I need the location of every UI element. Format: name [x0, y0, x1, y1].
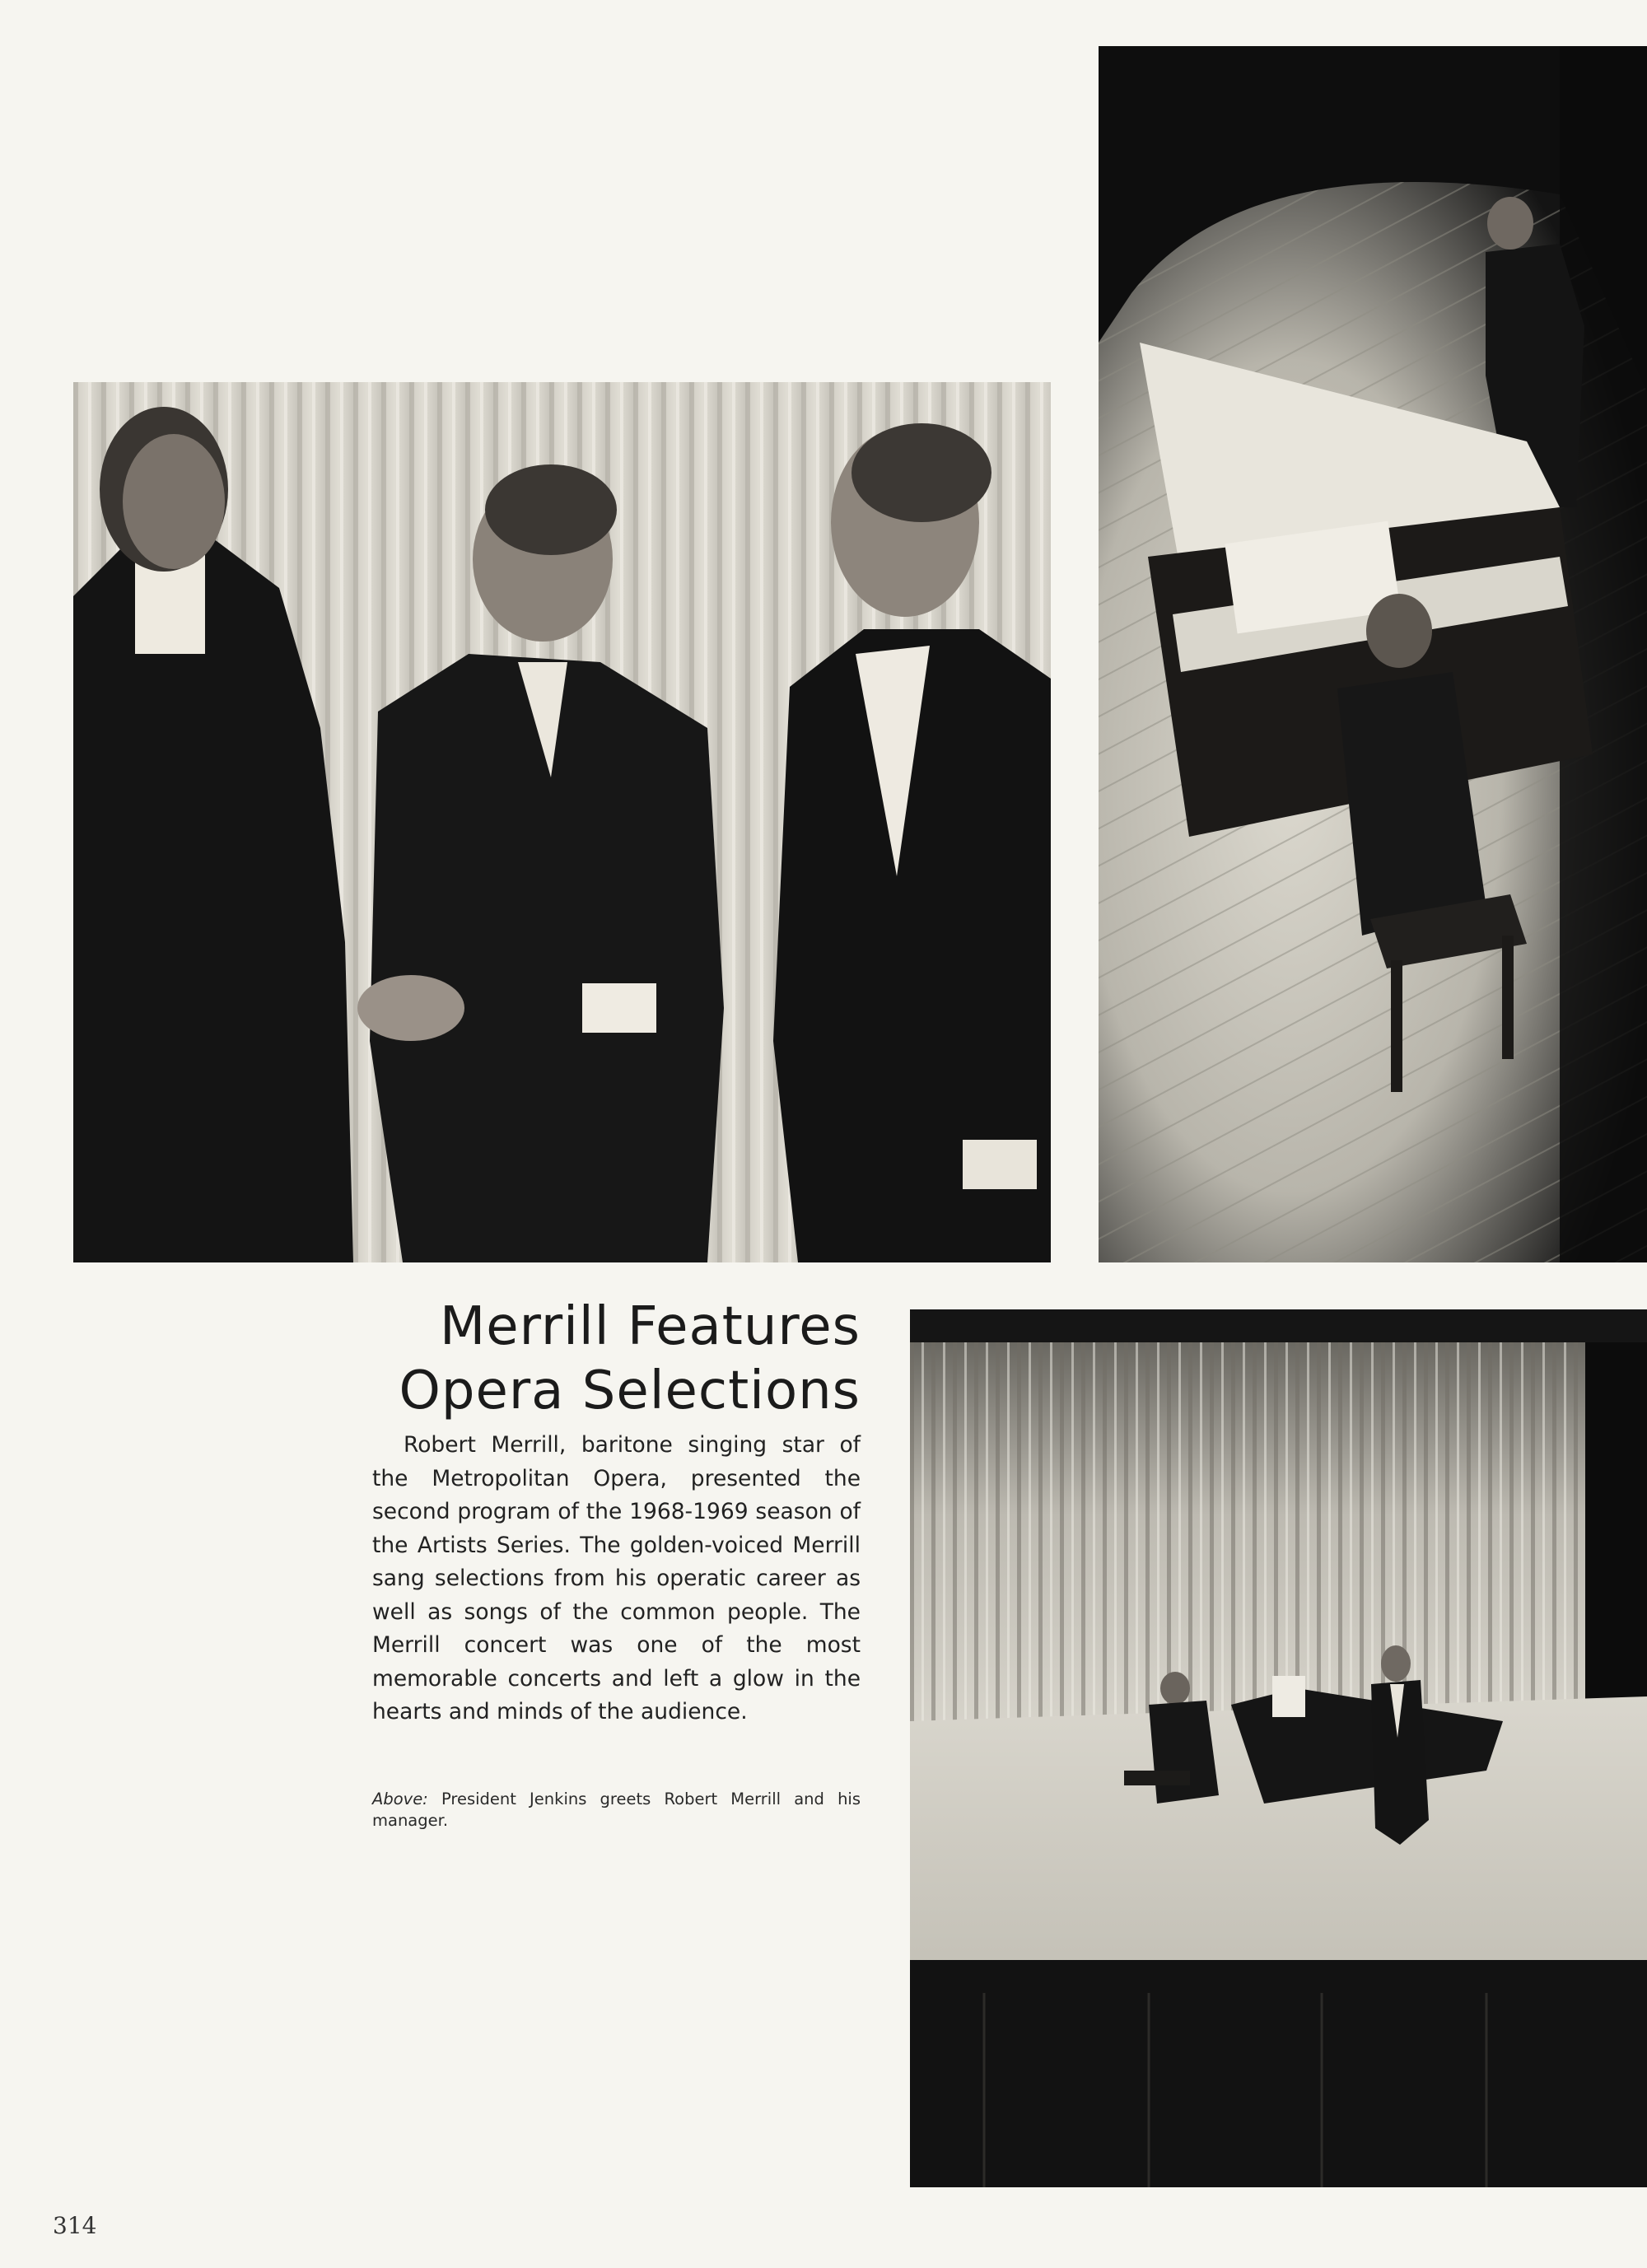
headline-line-2: Opera Selections — [399, 1360, 861, 1421]
article-body — [372, 1429, 861, 1729]
article-body-text: Robert Merrill, baritone singing star of the Metropolitan Opera, presented the second program of the 1968-1969 season of the Artists Series. The golden-voiced Merrill sang selections from his operatic career as well as songs of the common people. The Merrill concert was one of the most memorable concerts and left a glow in the hearts and minds of the audience. — [372, 1432, 861, 1724]
headline-line-1: Merrill Features — [440, 1296, 861, 1357]
caption-text: President Jenkins greets Robert Merrill and his manager. — [372, 1790, 861, 1830]
photo-greeting — [73, 382, 1051, 1262]
photo-piano-overhead — [1099, 46, 1647, 1262]
caption-lead: Above: — [372, 1790, 428, 1808]
article-headline — [313, 1295, 861, 1423]
photo-caption — [372, 1789, 861, 1832]
page-number: 314 — [53, 2212, 97, 2239]
photo-stage — [910, 1309, 1647, 2187]
